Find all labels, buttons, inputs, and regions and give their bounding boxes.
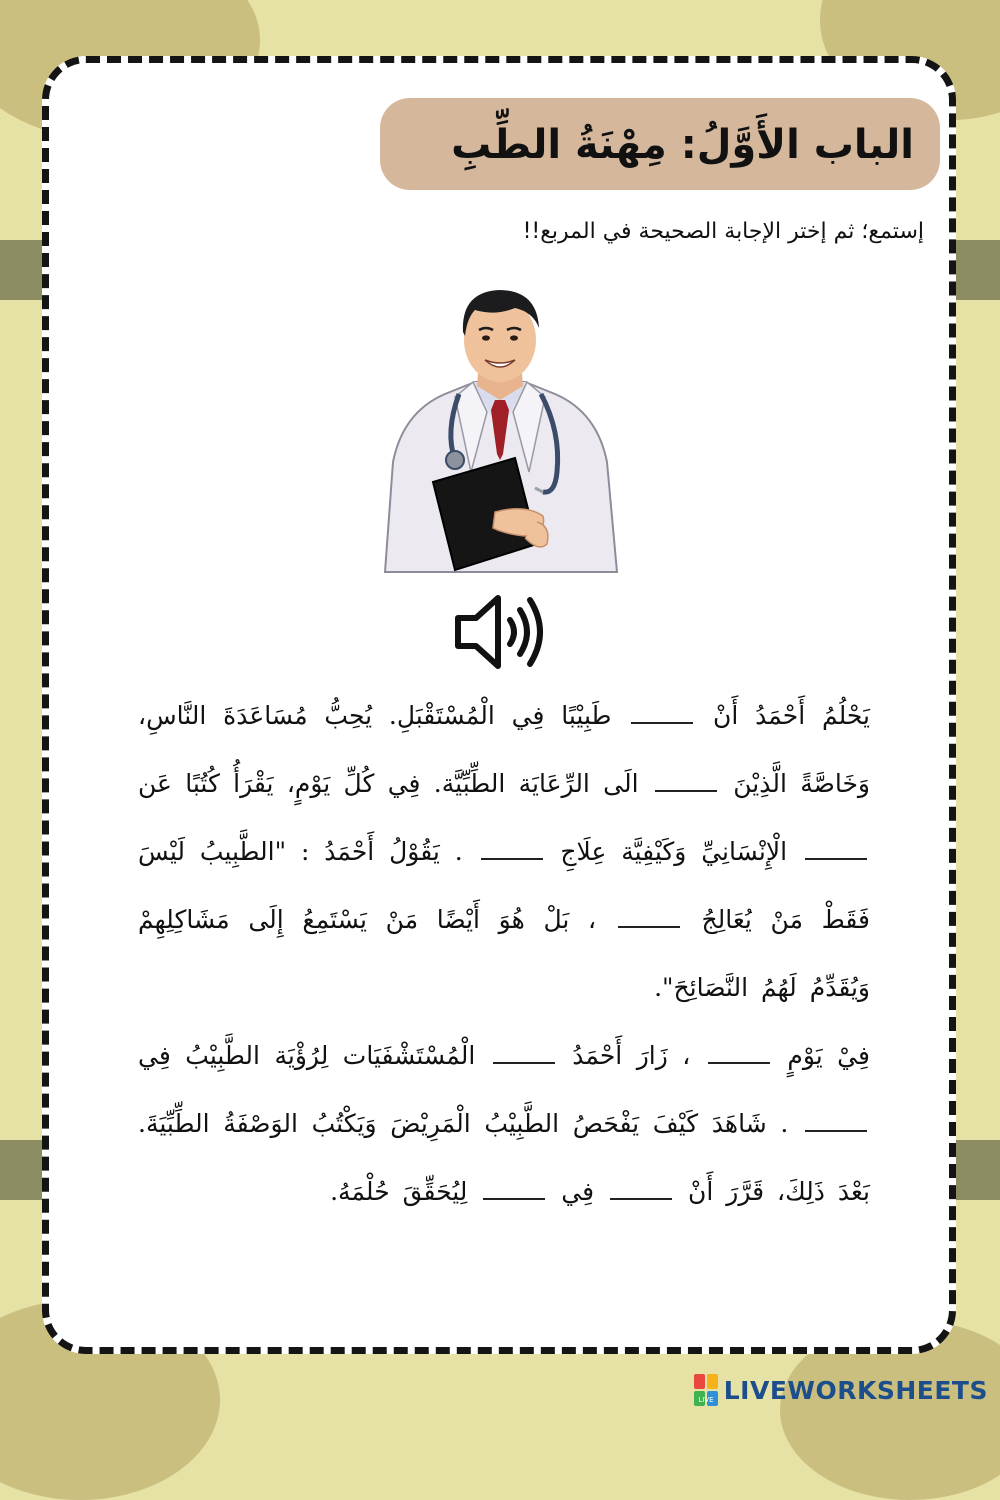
passage-text: ، بَلْ هُوَ أَيْضًا مَنْ يَسْتَمِعُ إِلَى مَشَاكِلِهِمْ وَيُقَدِّمُ لَهُمُ النَّصَائِحَ". [138, 905, 870, 1002]
instruction-text: إستمع؛ ثم إختر الإجابة الصحيحة في المربع!! [522, 219, 924, 244]
answer-blank-4[interactable] [481, 846, 543, 860]
passage-text: الْمُسْتَشْفَيَات لِرُؤْيَة الطَّبِيْبُ فِي [138, 1041, 476, 1070]
passage-text: طَبِيْبًا فِي الْمُسْتَقْبَلِ. يُحِبُّ مُسَاعَدَةَ النَّاسِ، وَخَاصَّةً الَّذِيْنَ [138, 701, 870, 798]
speaker-icon[interactable] [452, 590, 548, 674]
passage-text: يَحْلُمُ أَحْمَدُ أَنْ [713, 701, 870, 730]
answer-blank-2[interactable] [655, 778, 717, 792]
answer-blank-5[interactable] [618, 914, 680, 928]
liveworksheets-logo-icon [694, 1374, 718, 1406]
reading-passage [138, 682, 870, 1342]
passage-text: . شَاهَدَ كَيْفَ يَفْحَصُ الطَّبِيْبُ الْمَرِيْضَ وَيَكْتُبُ الوَصْفَةُ الطِّبِّيَةَ. بَعْدَ ذَلِكَ، قَرَّرَ أَنْ [138, 1109, 870, 1206]
answer-blank-7[interactable] [493, 1050, 555, 1064]
passage-text: . يَقُوْلُ أَحْمَدُ : "الطَّبِيبُ لَيْسَ فَقَطْ مَنْ يُعَالِجُ [138, 837, 870, 934]
passage-paragraph-2 [138, 1022, 870, 1226]
passage-text: الْإِنْسَانِيِّ وَكَيْفِيَّة عِلَاجِ [560, 837, 788, 866]
logo-letters: LIVE [698, 1396, 714, 1404]
passage-text: فِي [561, 1177, 595, 1206]
passage-text: ، زَارَ أَحْمَدُ [572, 1041, 691, 1070]
doctor-icon [375, 282, 625, 578]
passage-text: الَى الرِّعَايَة الطِّبِّيَّة. فِي كُلِّ يَوْمٍ، يَقْرَأُ كُتُبًا عَن [138, 769, 639, 798]
brand-name: LIVEWORKSHEETS [723, 1375, 988, 1405]
answer-blank-6[interactable] [708, 1050, 770, 1064]
liveworksheets-brand[interactable] [694, 1372, 988, 1408]
passage-text: لِيُحَقِّقَ حُلْمَهُ. [330, 1177, 468, 1206]
answer-blank-3[interactable] [805, 846, 867, 860]
passage-paragraph-1 [138, 682, 870, 1022]
answer-blank-8[interactable] [805, 1118, 867, 1132]
passage-text: فِيْ يَوْمٍ [787, 1041, 870, 1070]
page-title: الباب الأَوَّلُ: مِهْنَةُ الطِّبِ [451, 122, 914, 168]
answer-blank-10[interactable] [483, 1186, 545, 1200]
answer-blank-1[interactable] [631, 710, 693, 724]
answer-blank-9[interactable] [610, 1186, 672, 1200]
